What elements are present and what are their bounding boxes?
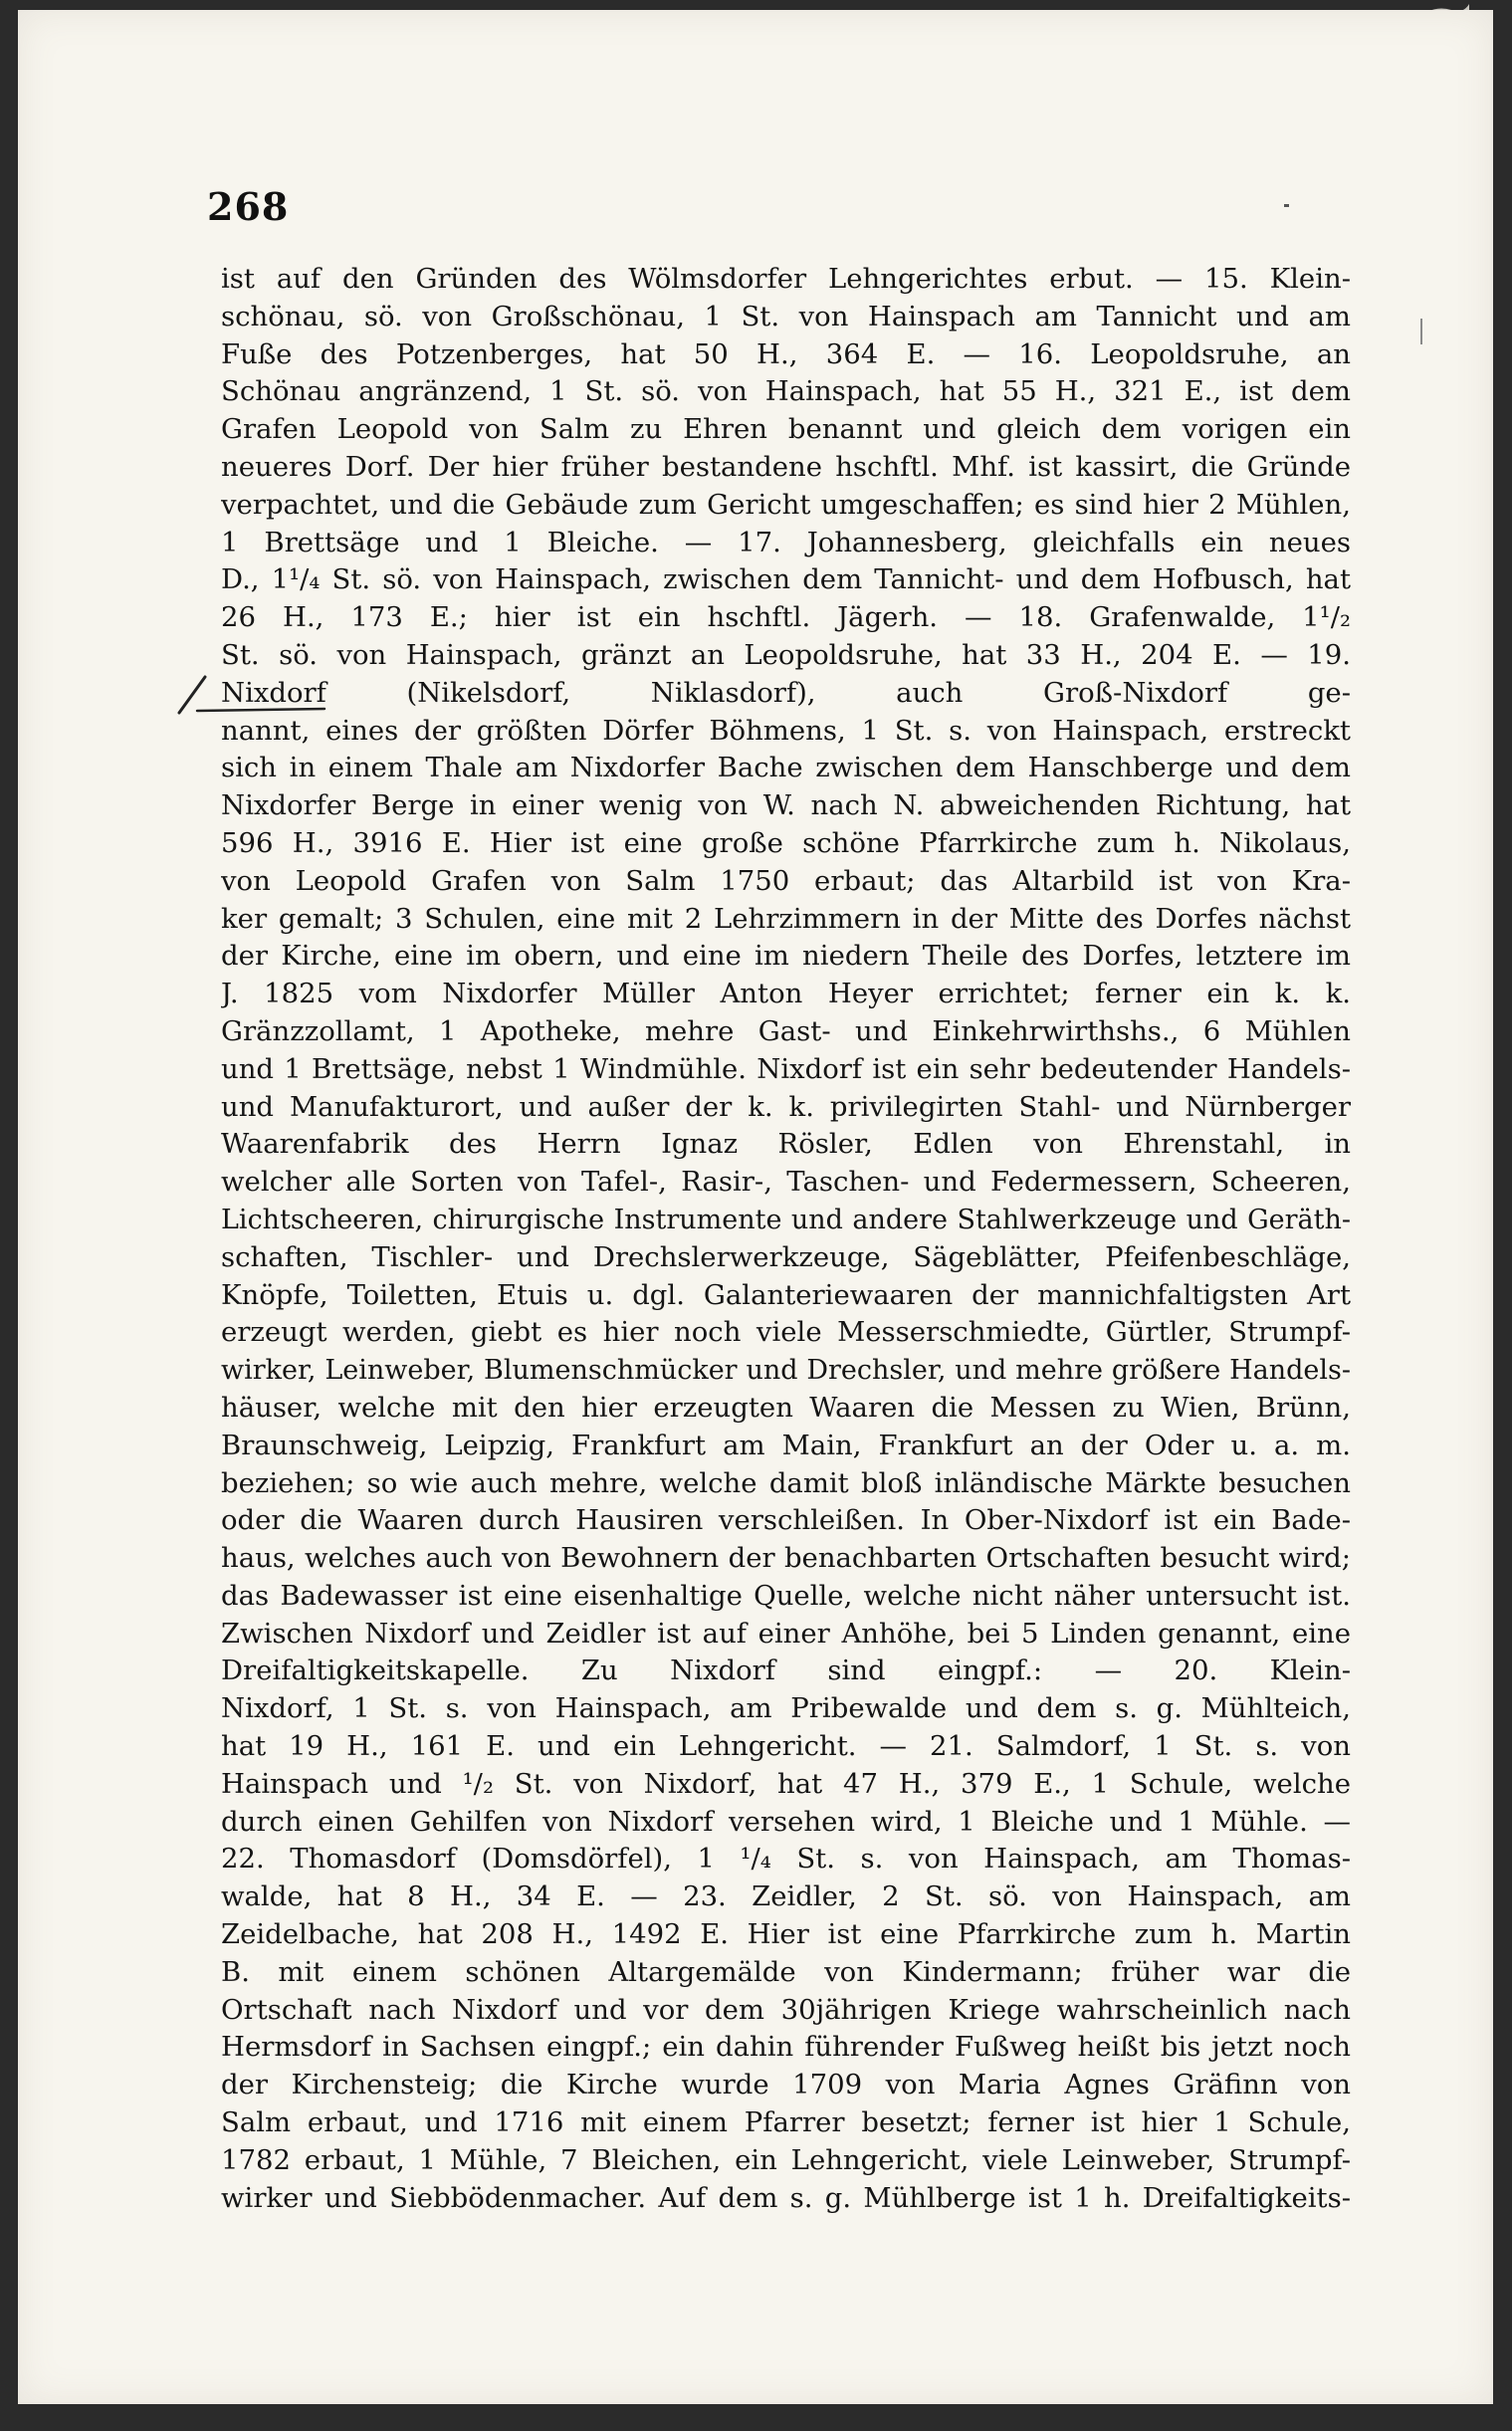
text-line: nannt, eines der größten Dörfer Böhmens, 1 St. s. von Hainspach, erstreckt (221, 714, 1351, 747)
text-line: häuser, welche mit den hier erzeugten Waaren die Messen zu Wien, Brünn, (221, 1391, 1351, 1424)
text-line: Salm erbaut, und 1716 mit einem Pfarrer besetzt; ferner ist hier 1 Schule, (221, 2106, 1351, 2139)
text-line: D., 1¹/₄ St. sö. von Hainspach, zwischen dem Tannicht- und dem Hofbusch, hat (221, 563, 1351, 596)
text-line: 26 H., 173 E.; hier ist ein hschftl. Jägerh. — 18. Grafenwalde, 1¹/₂ (221, 601, 1351, 634)
text-line: schaften, Tischler- und Drechslerwerkzeuge, Sägeblätter, Pfeifenbeschläge, (221, 1240, 1351, 1273)
text-line: Knöpfe, Toiletten, Etuis u. dgl. Galanteriewaaren der mannichfaltigsten Art (221, 1278, 1351, 1311)
text-line: Braunschweig, Leipzig, Frankfurt am Main, Frankfurt an der Oder u. a. m. (221, 1429, 1351, 1461)
text-line: Dreifaltigkeitskapelle. Zu Nixdorf sind eingpf.: — 20. Klein- (221, 1655, 1351, 1687)
text-line: durch einen Gehilfen von Nixdorf versehen wird, 1 Bleiche und 1 Mühle. — (221, 1805, 1351, 1838)
text-line: B. mit einem schönen Altargemälde von Kindermann; früher war die (221, 1955, 1351, 1988)
text-line: 596 H., 3916 E. Hier ist eine große schöne Pfarrkirche zum h. Nikolaus, (221, 826, 1351, 859)
text-line: Fuße des Potzenberges, hat 50 H., 364 E. — 16. Leopoldsruhe, an (221, 337, 1351, 370)
text-line: 1 Brettsäge und 1 Bleiche. — 17. Johannesberg, gleichfalls ein neues (221, 526, 1351, 558)
text-line: von Leopold Grafen von Salm 1750 erbaut; das Altarbild ist von Kra- (221, 864, 1351, 897)
text-line: Hainspach und ¹/₂ St. von Nixdorf, hat 47 H., 379 E., 1 Schule, welche (221, 1767, 1351, 1800)
text-line: wirker, Leinweber, Blumenschmücker und Drechsler, und mehre größere Handels- (221, 1355, 1351, 1387)
text-line: sich in einem Thale am Nixdorfer Bache zwischen dem Hanschberge und dem (221, 752, 1351, 784)
text-line: hat 19 H., 161 E. und ein Lehngericht. — 21. Salmdorf, 1 St. s. von (221, 1730, 1351, 1763)
text-line: der Kirche, eine im obern, und eine im niedern Theile des Dorfes, letztere im (221, 940, 1351, 973)
ink-speck (1284, 204, 1289, 207)
body-text (221, 261, 1351, 2217)
page-number: 268 (207, 184, 290, 229)
text-line: neueres Dorf. Der hier früher bestandene hschftl. Mhf. ist kassirt, die Gründe (221, 450, 1351, 483)
text-line: ist auf den Gründen des Wölmsdorfer Lehngerichtes erbut. — 15. Klein- (221, 263, 1351, 295)
text-line: und Manufakturort, und außer der k. k. privilegirten Stahl- und Nürnberger (221, 1090, 1351, 1123)
text-line: Gränzzollamt, 1 Apotheke, mehre Gast- und Einkehrwirthshs., 6 Mühlen (221, 1014, 1351, 1047)
text-line: St. sö. von Hainspach, gränzt an Leopoldsruhe, hat 33 H., 204 E. — 19. (221, 638, 1351, 671)
text-line: das Badewasser ist eine eisenhaltige Quelle, welche nicht näher untersucht ist. (221, 1579, 1351, 1612)
text-line: und 1 Brettsäge, nebst 1 Windmühle. Nixdorf ist ein sehr bedeutender Handels- (221, 1052, 1351, 1085)
text-line: Schönau angränzend, 1 St. sö. von Hainspach, hat 55 H., 321 E., ist dem (221, 375, 1351, 408)
text-line: Nixdorf, 1 St. s. von Hainspach, am Pribewalde und dem s. g. Mühlteich, (221, 1692, 1351, 1725)
text-line: schönau, sö. von Großschönau, 1 St. von Hainspach am Tannicht und am (221, 300, 1351, 332)
text-line: wirker und Siebbödenmacher. Auf dem s. g. Mühlberge ist 1 h. Dreifaltigkeits- (221, 2181, 1351, 2214)
text-line: Nixdorfer Berge in einer wenig von W. nach N. abweichenden Richtung, hat (221, 789, 1351, 822)
text-line: haus, welches auch von Bewohnern der benachbarten Ortschaften besucht wird; (221, 1542, 1351, 1575)
text-line: Ortschaft nach Nixdorf und vor dem 30jährigen Kriege wahrscheinlich nach (221, 1993, 1351, 2026)
text-line: Zeidelbache, hat 208 H., 1492 E. Hier ist eine Pfarrkirche zum h. Martin (221, 1918, 1351, 1951)
text-line: Hermsdorf in Sachsen eingpf.; ein dahin führender Fußweg heißt bis jetzt noch (221, 2031, 1351, 2064)
text-line: ker gemalt; 3 Schulen, eine mit 2 Lehrzimmern in der Mitte des Dorfes nächst (221, 902, 1351, 935)
text-line: welcher alle Sorten von Tafel-, Rasir-, Taschen- und Federmessern, Scheeren, (221, 1166, 1351, 1199)
text-line: Zwischen Nixdorf und Zeidler ist auf einer Anhöhe, bei 5 Linden genannt, eine (221, 1617, 1351, 1650)
text-line: der Kirchensteig; die Kirche wurde 1709 von Maria Agnes Gräfinn von (221, 2069, 1351, 2101)
text-line: 1782 erbaut, 1 Mühle, 7 Bleichen, ein Lehngericht, viele Leinweber, Strumpf- (221, 2143, 1351, 2176)
text-line: beziehen; so wie auch mehre, welche damit bloß inländische Märkte besuchen (221, 1466, 1351, 1499)
text-line: oder die Waaren durch Hausiren verschleißen. In Ober-Nixdorf ist ein Bade- (221, 1504, 1351, 1537)
text-line: 22. Thomasdorf (Domsdörfel), 1 ¹/₄ St. s. von Hainspach, am Thomas- (221, 1843, 1351, 1876)
margin-tick (1420, 319, 1422, 344)
text-line: erzeugt werden, giebt es hier noch viele Messerschmiedte, Gürtler, Strumpf- (221, 1316, 1351, 1349)
text-line: walde, hat 8 H., 34 E. — 23. Zeidler, 2 St. sö. von Hainspach, am (221, 1880, 1351, 1913)
text-line: Nixdorf (Nikelsdorf, Niklasdorf), auch Groß-Nixdorf ge- (221, 676, 1351, 709)
text-line: verpachtet, und die Gebäude zum Gericht umgeschaffen; es sind hier 2 Mühlen, (221, 488, 1351, 521)
text-line: Lichtscheeren, chirurgische Instrumente und andere Stahlwerkzeuge und Geräth- (221, 1204, 1351, 1235)
text-line: J. 1825 vom Nixdorfer Müller Anton Heyer errichtet; ferner ein k. k. (221, 978, 1351, 1010)
text-line: Waarenfabrik des Herrn Ignaz Rösler, Edlen von Ehrenstahl, in (221, 1128, 1351, 1161)
text-line: Grafen Leopold von Salm zu Ehren benannt und gleich dem vorigen ein (221, 413, 1351, 446)
